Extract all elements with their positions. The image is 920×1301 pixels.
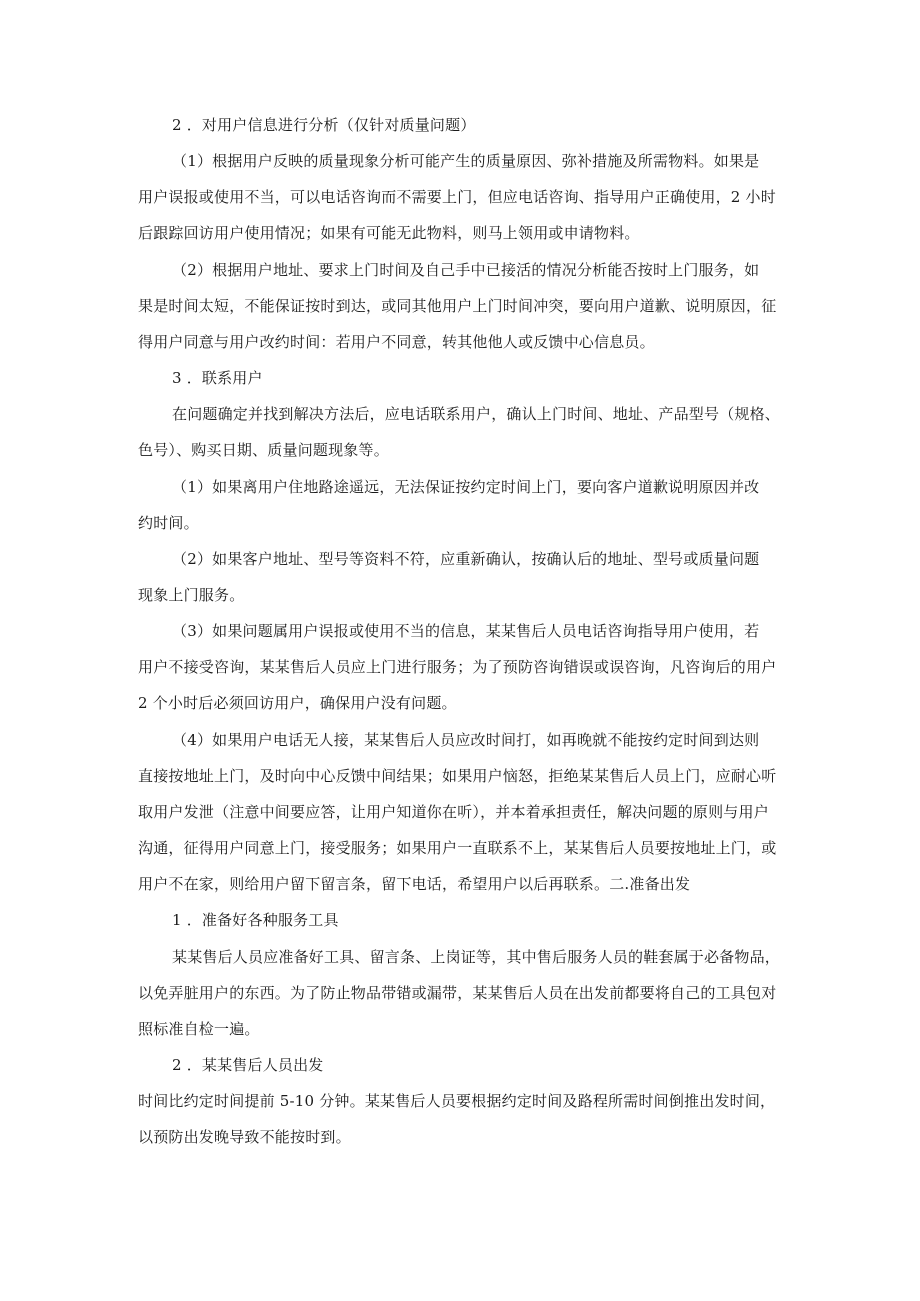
paragraph-line: 时间比约定时间提前 5-10 分钟。某某售后人员要根据约定时间及路程所需时间倒推出发时间， — [138, 1092, 776, 1110]
paragraph-line: 果是时间太短，不能保证按时到达，或同其他用户上门时间冲突，要向用户道歉、说明原因，征 — [138, 297, 777, 315]
paragraph-line: 沟通，征得用户同意上门，接受服务；如果用户一直联系不上，某某售后人员要按地址上门，或 — [138, 839, 777, 857]
paragraph-line: 以免弄脏用户的东西。为了防止物品带错或漏带，某某售后人员在出发前都要将自己的工具包对 — [138, 984, 777, 1002]
paragraph-line: 色号）、购买日期、质量问题现象等。 — [138, 441, 389, 459]
paragraph-line: （2）根据用户地址、要求上门时间及自己手中已接活的情况分析能否按时上门服务，如 — [172, 261, 760, 279]
heading-2-staff-depart: 2 ．某某售后人员出发 — [172, 1056, 324, 1074]
paragraph-line: 现象上门服务。 — [138, 586, 245, 604]
paragraph-line: 2 个小时后必须回访用户，确保用户没有问题。 — [138, 694, 457, 712]
paragraph-line: 得用户同意与用户改约时间：若用户不同意，转其他他人或反馈中心信息员。 — [138, 333, 655, 351]
paragraph-line: 以预防出发晚导致不能按时到。 — [138, 1128, 351, 1146]
paragraph-line: 直接按地址上门，及时向中心反馈中间结果；如果用户恼怒，拒绝某某售后人员上门，应耐心听 — [138, 767, 777, 785]
paragraph-line: （1）如果离用户住地路途遥远，无法保证按约定时间上门，要向客户道歉说明原因并改 — [172, 478, 760, 496]
paragraph-line: 后跟踪回访用户使用情况；如果有可能无此物料，则马上领用或申请物料。 — [138, 224, 640, 242]
paragraph-line: 某某售后人员应准备好工具、留言条、上岗证等，其中售后服务人员的鞋套属于必备物品， — [172, 948, 781, 966]
paragraph-line: 约时间。 — [138, 514, 199, 532]
paragraph-line: （2）如果客户地址、型号等资料不符，应重新确认，按确认后的地址、型号或质量问题 — [172, 550, 760, 568]
paragraph-line: （3）如果问题属用户误报或使用不当的信息，某某售后人员电话咨询指导用户使用，若 — [172, 622, 760, 640]
paragraph-line: 用户不在家，则给用户留下留言条，留下电话，希望用户以后再联系。二.准备出发 — [138, 875, 691, 893]
paragraph-line: （4）如果用户电话无人接，某某售后人员应改时间打，如再晚就不能按约定时间到达则 — [172, 731, 760, 749]
heading-1-prepare-tools: 1 ．准备好各种服务工具 — [172, 911, 339, 929]
paragraph-line: 用户误报或使用不当，可以电话咨询而不需要上门，但应电话咨询、指导用户正确使用，2 小时 — [138, 188, 776, 206]
paragraph-line: 用户不接受咨询，某某售后人员应上门进行服务；为了预防咨询错误或误咨询，凡咨询后的用户 — [138, 658, 777, 676]
paragraph-line: 照标准自检一遍。 — [138, 1020, 260, 1038]
paragraph-line: 在问题确定并找到解决方法后，应电话联系用户，确认上门时间、地址、产品型号（规格、 — [172, 405, 781, 423]
heading-2-analyze-user-info: 2 ．对用户信息进行分析（仅针对质量问题） — [172, 116, 476, 134]
paragraph-line: 取用户发泄（注意中间要应答，让用户知道你在听），并本着承担责任，解决问题的原则与用户 — [138, 803, 769, 821]
heading-3-contact-user: 3 ．联系用户 — [172, 369, 263, 387]
paragraph-line: （1）根据用户反映的质量现象分析可能产生的质量原因、弥补措施及所需物料。如果是 — [172, 152, 760, 170]
